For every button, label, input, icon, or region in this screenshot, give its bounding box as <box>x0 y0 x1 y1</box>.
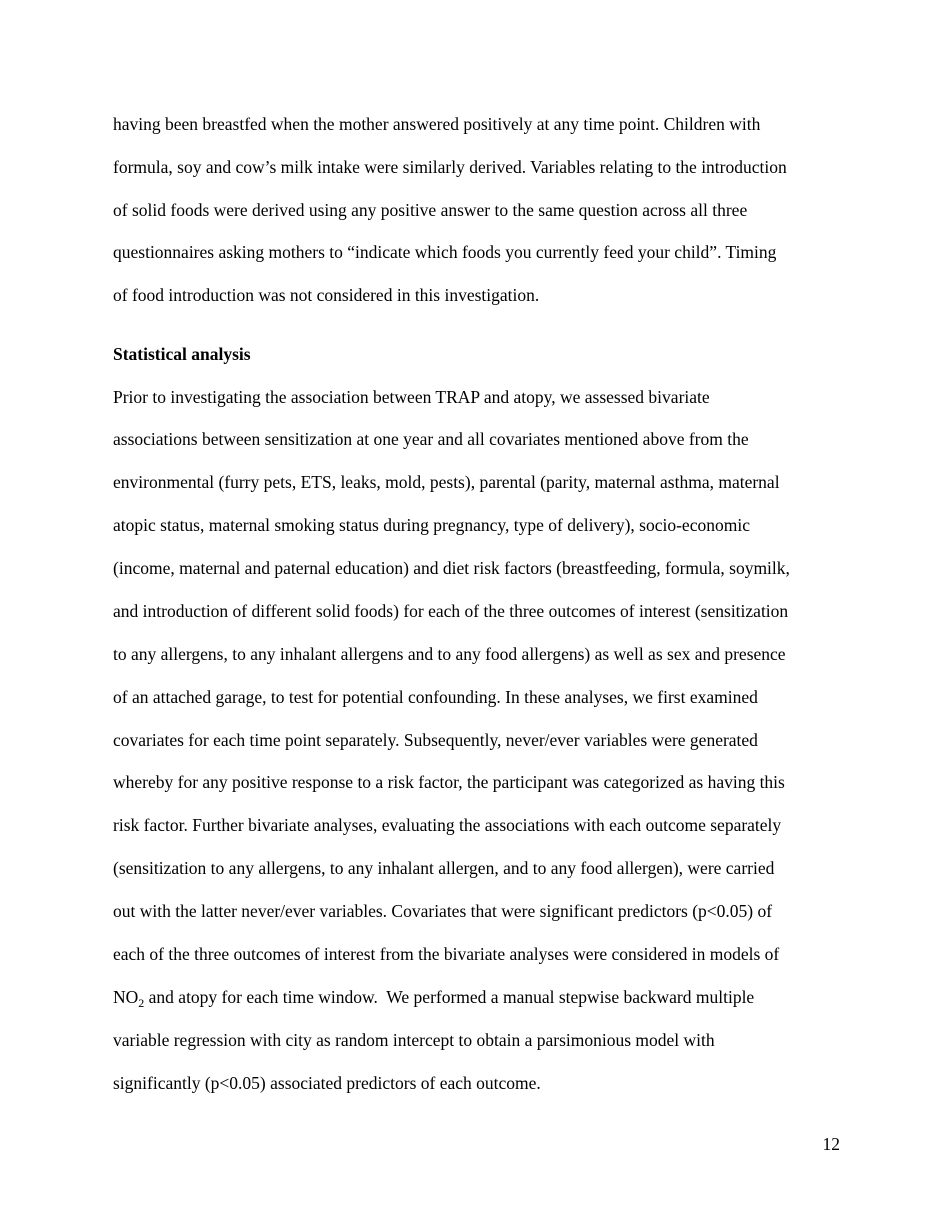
paragraph-line: (sensitization to any allergens, to any inhalant allergen, and to any food allergen), were carried <box>113 858 775 878</box>
no2-rest: and atopy for each time window. We performed a manual stepwise backward multiple <box>144 987 755 1007</box>
paragraph-line: significantly (p<0.05) associated predictors of each outcome. <box>113 1073 541 1093</box>
paragraph-line: whereby for any positive response to a risk factor, the participant was categorized as having this <box>113 772 785 792</box>
page-number: 12 <box>822 1134 840 1154</box>
section-heading: Statistical analysis <box>113 344 251 364</box>
paragraph-line: covariates for each time point separately. Subsequently, never/ever variables were generated <box>113 730 758 750</box>
paragraph-line: formula, soy and cow’s milk intake were similarly derived. Variables relating to the introduction <box>113 157 787 177</box>
paragraph-line: of solid foods were derived using any positive answer to the same question across all three <box>113 200 748 220</box>
paragraph-line: each of the three outcomes of interest from the bivariate analyses were considered in models of <box>113 944 780 964</box>
paragraph-line: (income, maternal and paternal education) and diet risk factors (breastfeeding, formula, soymilk, <box>113 558 790 578</box>
paragraph-line: variable regression with city as random intercept to obtain a parsimonious model with <box>113 1030 715 1050</box>
paragraph-line: having been breastfed when the mother answered positively at any time point. Children with <box>113 114 761 134</box>
paragraph-line: associations between sensitization at one year and all covariates mentioned above from the <box>113 429 749 449</box>
no2-prefix: NO <box>113 987 139 1007</box>
paragraph-line: Prior to investigating the association between TRAP and atopy, we assessed bivariate <box>113 387 710 407</box>
paragraph-line: of food introduction was not considered in this investigation. <box>113 285 540 305</box>
paragraph-line: risk factor. Further bivariate analyses, evaluating the associations with each outcome separately <box>113 815 782 835</box>
paragraph-line: questionnaires asking mothers to “indicate which foods you currently feed your child”. Timing <box>113 242 777 262</box>
no2-subscript: 2 <box>138 996 145 1010</box>
paragraph-line: atopic status, maternal smoking status during pregnancy, type of delivery), socio-economic <box>113 515 750 535</box>
paragraph-line: to any allergens, to any inhalant allergens and to any food allergens) as well as sex and presence <box>113 644 786 664</box>
paragraph-line: out with the latter never/ever variables. Covariates that were significant predictors (p<0.05) of <box>113 901 773 921</box>
paragraph-line: and introduction of different solid foods) for each of the three outcomes of interest (sensitization <box>113 601 789 621</box>
paragraph-line: environmental (furry pets, ETS, leaks, mold, pests), parental (parity, maternal asthma, maternal <box>113 472 780 492</box>
paragraph-line-no2 <box>113 987 754 1009</box>
paragraph-line: of an attached garage, to test for potential confounding. In these analyses, we first examined <box>113 687 758 707</box>
